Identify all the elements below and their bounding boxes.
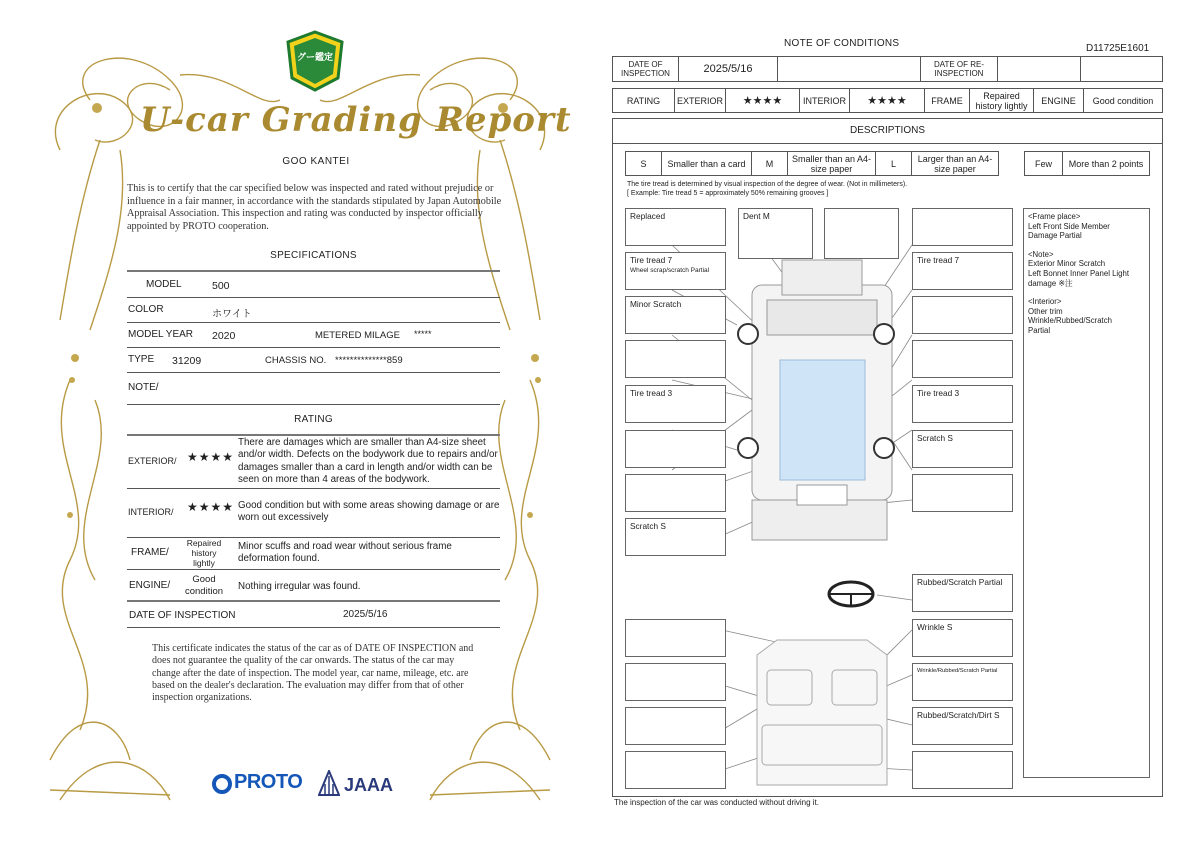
legend-s-desc: Smaller than a card [662, 152, 752, 176]
tire-tread-example: [ Example: Tire tread 5 = approximately 50% remaining grooves ] [627, 190, 829, 197]
legend-m: M [752, 152, 788, 176]
document-id: D11725E1601 [1086, 43, 1150, 54]
frame-description: Minor scuffs and road wear without serious frame deformation found. [238, 541, 452, 565]
divider [127, 434, 500, 436]
empty-cell [778, 57, 921, 82]
engine-value: Good condition [1084, 89, 1163, 113]
frame-label: FRAME/ [131, 547, 169, 558]
frame-place-note [1028, 212, 1145, 241]
few-legend-table [1024, 151, 1150, 176]
condition-box-empty [912, 208, 1013, 246]
condition-box-steering: Rubbed/Scratch Partial [912, 574, 1013, 612]
condition-box-empty [912, 296, 1013, 334]
condition-box-interior-trim: Wrinkle/Rubbed/Scratch Partial [912, 663, 1013, 701]
frame-value: Repaired history lightly [186, 538, 222, 568]
empty-cell [1080, 57, 1163, 82]
legend-s: S [626, 152, 662, 176]
divider [127, 600, 500, 602]
note-line: Wrinkle/Rubbed/Scratch [1028, 316, 1112, 326]
date-of-inspection-value: 2025/5/16 [679, 57, 778, 82]
report-subtitle: GOO KANTEI [282, 156, 350, 167]
condition-box-seat: Rubbed/Scratch/Dirt S [912, 707, 1013, 745]
metered-milage-label: METERED MILAGE [315, 330, 400, 341]
note-line: Left Bonnet Inner Panel Light damage ※注 [1028, 268, 1130, 288]
exterior-stars: ★★★★ [187, 450, 235, 464]
size-legend-table [625, 151, 999, 176]
divider [127, 270, 500, 272]
interior-description: Good condition but with some areas showing damage or are worn out excessively [238, 500, 500, 524]
jaaa-logo: JAAA [344, 775, 394, 795]
condition-box-empty [625, 340, 726, 378]
date-of-inspection-label: DATE OF INSPECTION [613, 57, 679, 82]
model-year-value: 2020 [212, 330, 236, 342]
proto-logo: PROTO [234, 771, 303, 793]
model-year-label: MODEL YEAR [128, 329, 194, 340]
footer-disclaimer: This certificate indicates the status of the car as of DATE OF INSPECTION and does not guarantee the quality of the car onwards. The status of the car may change after the date of inspection. The model year, car name, mileage, etc. are based on the dealer's declaration. The evaluation may differ from that of other inspection organizations. [152, 643, 474, 704]
divider [127, 404, 500, 405]
rating-label: RATING [613, 89, 675, 113]
engine-description: Nothing irregular was found. [238, 581, 361, 592]
note-of-conditions-title: NOTE OF CONDITIONS [784, 38, 900, 49]
interior-note [1028, 297, 1145, 335]
condition-box-tire-front-left [625, 252, 726, 290]
exterior-description: There are damages which are smaller than A4-size sheet and/or width. Defects on the bodywork due to repairs and/or damages smaller than a card in length and/or width can be seen on more than 4 areas of the bodywork. [238, 437, 498, 485]
exterior-label: EXTERIOR/ [128, 456, 177, 466]
certification-text: This is to certify that the car specified below was inspected and rated without prejudice or influence in a fair manner, in accordance with the standards stipulated by Japan Automobile Appraisal Association. This inspection and rating was conducted by inspector officially appointed by PROTO cooperation. [127, 183, 502, 232]
condition-box-empty [912, 340, 1013, 378]
condition-box-wrinkle: Wrinkle S [912, 619, 1013, 657]
frame-label: FRAME [925, 89, 970, 113]
type-value: 31209 [172, 355, 202, 367]
legend-l-desc: Larger than an A4-size paper [912, 152, 999, 176]
color-value: ホワイト [212, 309, 252, 320]
note-line: Exterior Minor Scratch [1028, 259, 1106, 269]
inspection-footer: The inspection of the car was conducted without driving it. [614, 798, 819, 807]
divider [127, 488, 500, 489]
condition-box-replaced: Replaced [625, 208, 726, 246]
engine-label: ENGINE [1034, 89, 1084, 113]
divider [127, 569, 500, 570]
exterior-stars: ★★★★ [726, 89, 800, 113]
condition-box-tire-rear-right: Tire tread 3 [912, 385, 1013, 423]
model-value: 500 [212, 280, 230, 292]
inspection-dates-table [612, 56, 1163, 82]
type-label: TYPE [128, 354, 155, 365]
exterior-label: EXTERIOR [675, 89, 726, 113]
color-label: COLOR [128, 304, 164, 315]
condition-box-empty [912, 474, 1013, 512]
divider [127, 297, 500, 298]
condition-box-empty [625, 751, 726, 789]
condition-box-empty [625, 430, 726, 468]
re-inspection-label: DATE OF RE-INSPECTION [921, 57, 998, 82]
interior-label: INTERIOR [800, 89, 850, 113]
condition-box-empty [912, 751, 1013, 789]
chassis-label: CHASSIS NO. [265, 355, 327, 366]
general-note [1028, 250, 1145, 288]
frame-value: Repaired history lightly [970, 89, 1034, 113]
metered-milage-value: ***** [414, 329, 432, 339]
divider [127, 372, 500, 373]
condition-text: Wheel scrap/scratch Partial [630, 266, 710, 274]
rating-header: RATING [294, 414, 333, 425]
condition-box-tire-rear-left: Tire tread 3 [625, 385, 726, 423]
note-heading: <Interior> [1028, 297, 1062, 307]
note-line: Partial [1028, 325, 1051, 335]
date-of-inspection-value: 2025/5/16 [343, 609, 388, 620]
condition-box-minor-scratch: Minor Scratch [625, 296, 726, 334]
interior-stars: ★★★★ [850, 89, 925, 113]
condition-box-empty [625, 619, 726, 657]
legend-l: L [876, 152, 912, 176]
note-line: Other trim [1028, 306, 1063, 316]
condition-box-rear-scratch: Scratch S [625, 518, 726, 556]
proto-logo-icon [211, 773, 233, 795]
model-label: MODEL [146, 279, 182, 290]
interior-stars: ★★★★ [187, 500, 235, 514]
badge-text: グー鑑定 [296, 52, 333, 62]
notes-column [1023, 208, 1150, 778]
engine-value: Good condition [184, 574, 224, 597]
condition-box-empty [625, 707, 726, 745]
interior-label: INTERIOR/ [128, 507, 174, 517]
condition-box-tire-front-right: Tire tread 7 [912, 252, 1013, 290]
specifications-header: SPECIFICATIONS [270, 250, 357, 261]
empty-cell [998, 57, 1081, 82]
note-label: NOTE/ [128, 382, 159, 393]
condition-box-scratch: Scratch S [912, 430, 1013, 468]
chassis-value: **************859 [335, 355, 403, 366]
tire-tread-note: The tire tread is determined by visual inspection of the degree of wear. (Not in millimeters). [627, 181, 908, 188]
condition-box-empty [625, 663, 726, 701]
divider [127, 347, 500, 348]
legend-few-desc: More than 2 points [1063, 152, 1150, 176]
condition-box-dent: Dent M [738, 208, 813, 259]
engine-label: ENGINE/ [129, 580, 171, 591]
jaaa-logo-icon [318, 770, 340, 796]
note-heading: <Frame place> [1028, 212, 1081, 221]
note-line: Damage Partial [1028, 231, 1082, 241]
legend-few: Few [1025, 152, 1063, 176]
condition-box-empty [625, 474, 726, 512]
report-title: U-car Grading Report [140, 100, 572, 140]
note-heading: <Note> [1028, 249, 1054, 259]
note-line: Left Front Side Member [1028, 221, 1110, 231]
divider [127, 627, 500, 628]
condition-box-empty [824, 208, 899, 259]
condition-text: Tire tread 7 [630, 255, 673, 265]
legend-m-desc: Smaller than an A4-size paper [788, 152, 876, 176]
descriptions-header: DESCRIPTIONS [612, 118, 1163, 144]
rating-table [612, 88, 1163, 113]
date-of-inspection-label: DATE OF INSPECTION [129, 610, 236, 621]
divider [127, 322, 500, 323]
